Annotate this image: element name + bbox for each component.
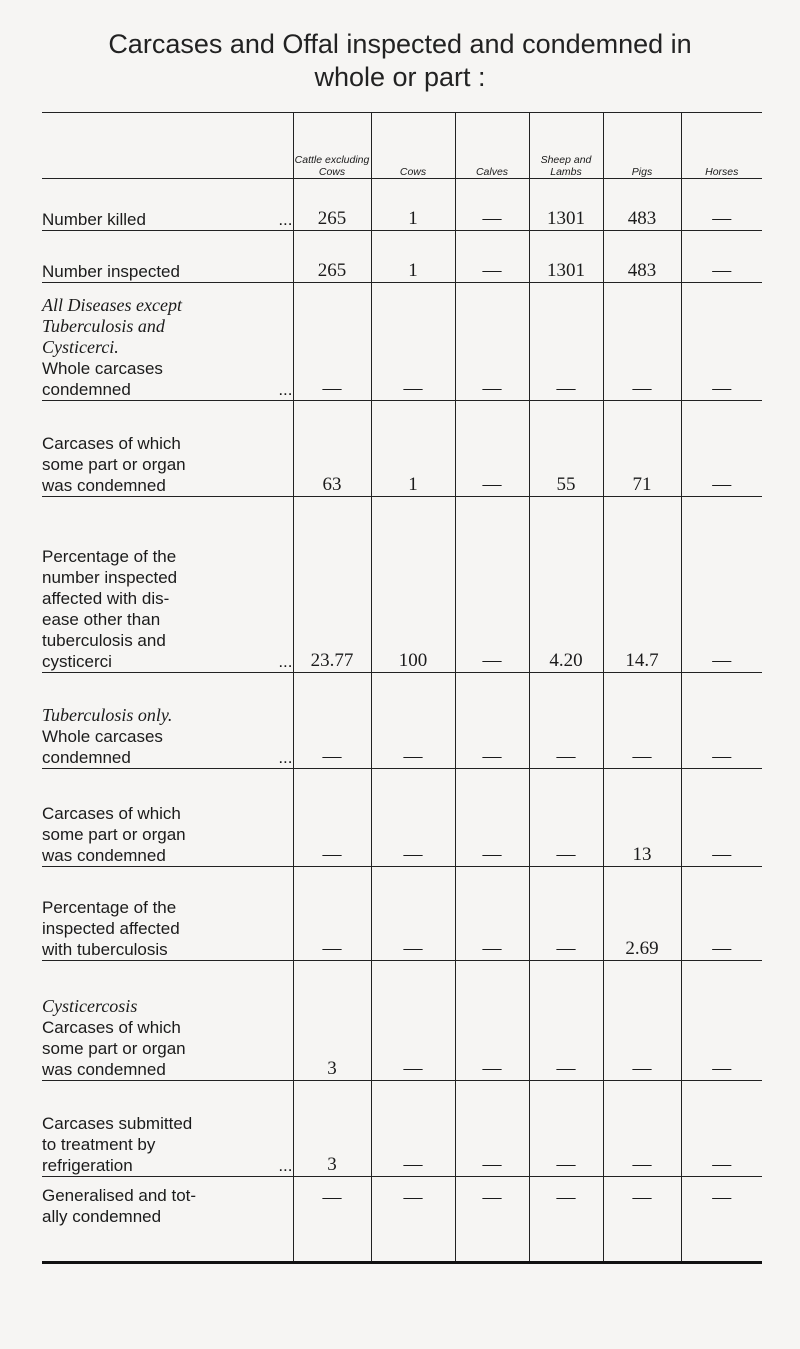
table-cell: — xyxy=(603,673,681,769)
table-cell: — xyxy=(455,401,529,497)
table-cell: — xyxy=(681,231,762,283)
header-row xyxy=(42,113,762,179)
table-cell: — xyxy=(529,1177,603,1263)
row-label-line xyxy=(42,1059,293,1080)
table-row xyxy=(42,769,762,867)
row-label-text: refrigeration xyxy=(42,1156,133,1175)
row-label-line xyxy=(42,845,293,866)
column-header-sheep: Sheep and Lambs xyxy=(529,113,603,179)
row-label-text: tuberculosis and xyxy=(42,631,166,650)
row-label-dots: ... xyxy=(278,1156,293,1175)
table-cell: — xyxy=(603,961,681,1081)
row-label-line xyxy=(42,609,293,630)
table-cell: 1 xyxy=(371,179,455,231)
table-cell: 71 xyxy=(603,401,681,497)
row-label-dots: ... xyxy=(278,380,293,399)
row-label xyxy=(42,867,293,961)
row-label-line xyxy=(42,897,293,918)
table-cell: — xyxy=(371,867,455,961)
row-label-text: Carcases submitted xyxy=(42,1114,193,1133)
table-row xyxy=(42,401,762,497)
table-cell: — xyxy=(529,769,603,867)
table-cell: — xyxy=(293,673,371,769)
table-cell: — xyxy=(371,769,455,867)
row-label-text: to treatment by xyxy=(42,1135,156,1154)
table-row xyxy=(42,497,762,673)
row-label-text: condemned xyxy=(42,748,131,767)
table-cell: 3 xyxy=(293,1081,371,1177)
row-label-text: Carcases of which xyxy=(42,1018,181,1037)
table-cell: 63 xyxy=(293,401,371,497)
table-cell: — xyxy=(529,673,603,769)
row-label-line xyxy=(42,379,293,400)
row-label-line xyxy=(42,1113,293,1134)
row-label xyxy=(42,673,293,769)
row-label-text: inspected affected xyxy=(42,919,180,938)
row-label xyxy=(42,497,293,673)
row-label xyxy=(42,231,293,283)
row-label-line xyxy=(42,1038,293,1059)
row-label-line xyxy=(42,726,293,747)
table-cell: 1 xyxy=(371,401,455,497)
row-label-text: Whole carcases xyxy=(42,727,163,746)
row-label-text: was condemned xyxy=(42,846,166,865)
table-cell: 265 xyxy=(293,179,371,231)
row-label-line xyxy=(42,261,293,282)
table-cell: — xyxy=(529,283,603,401)
table-cell: — xyxy=(603,1081,681,1177)
row-label-text: Percentage of the xyxy=(42,547,177,566)
title-line-1: Carcases and Offal inspected and condemned in xyxy=(108,29,692,59)
column-header-horses: Horses xyxy=(681,113,762,179)
row-label xyxy=(42,769,293,867)
table-cell: — xyxy=(681,283,762,401)
table-cell: — xyxy=(455,497,529,673)
table-cell: 14.7 xyxy=(603,497,681,673)
table-cell: 3 xyxy=(293,961,371,1081)
table-cell: — xyxy=(455,1081,529,1177)
row-label-line xyxy=(42,1206,293,1227)
table-cell: — xyxy=(681,1177,762,1263)
table-cell: 1301 xyxy=(529,231,603,283)
row-heading-line: All Diseases except xyxy=(42,295,182,315)
column-header-cattle: Cattle excluding Cows xyxy=(293,113,371,179)
row-label-line xyxy=(42,630,293,651)
row-label-text: Number inspected xyxy=(42,262,180,281)
row-label-line xyxy=(42,454,293,475)
row-label xyxy=(42,1177,293,1263)
table-cell: 13 xyxy=(603,769,681,867)
table-cell: 265 xyxy=(293,231,371,283)
table-cell: — xyxy=(681,497,762,673)
table-cell: — xyxy=(293,1177,371,1263)
table-cell: — xyxy=(371,1177,455,1263)
row-label-line xyxy=(42,1185,293,1206)
table-cell: 2.69 xyxy=(603,867,681,961)
row-label-line xyxy=(42,824,293,845)
table-cell: — xyxy=(371,1081,455,1177)
table-row xyxy=(42,1177,762,1263)
row-label-line xyxy=(42,475,293,496)
row-label-line xyxy=(42,747,293,768)
table-cell: 1 xyxy=(371,231,455,283)
row-label-text: some part or organ xyxy=(42,1039,186,1058)
table-cell: 483 xyxy=(603,231,681,283)
row-label xyxy=(42,1081,293,1177)
table-row xyxy=(42,867,762,961)
column-header-cows: Cows xyxy=(371,113,455,179)
row-label-text: Whole carcases xyxy=(42,359,163,378)
row-label-dots: ... xyxy=(278,210,293,229)
table-row xyxy=(42,179,762,231)
row-label-text: Generalised and tot- xyxy=(42,1186,197,1205)
row-label-line xyxy=(42,918,293,939)
table-cell: — xyxy=(681,961,762,1081)
table-cell: — xyxy=(681,1081,762,1177)
table-cell: — xyxy=(681,673,762,769)
table-cell: — xyxy=(455,673,529,769)
row-label-dots: ... xyxy=(278,652,293,671)
table-cell: — xyxy=(681,867,762,961)
row-label-dots: ... xyxy=(278,748,293,767)
row-label-text: ally condemned xyxy=(42,1207,162,1226)
table-row xyxy=(42,231,762,283)
table-cell: — xyxy=(293,283,371,401)
row-label xyxy=(42,401,293,497)
table-cell: — xyxy=(371,283,455,401)
row-label-text: some part or organ xyxy=(42,455,186,474)
row-label-line xyxy=(42,546,293,567)
table-cell: — xyxy=(681,401,762,497)
table-cell: — xyxy=(455,961,529,1081)
table-row xyxy=(42,283,762,401)
row-label-text: affected with dis- xyxy=(42,589,170,608)
row-label xyxy=(42,961,293,1081)
row-label-text: cysticerci xyxy=(42,652,112,671)
row-label-text: was condemned xyxy=(42,476,166,495)
row-label-line xyxy=(42,803,293,824)
table-cell: — xyxy=(603,1177,681,1263)
row-heading-line: Tuberculosis and xyxy=(42,316,165,336)
row-label-line xyxy=(42,209,293,230)
row-heading-line: Cysticercosis xyxy=(42,996,138,1016)
table-cell: 23.77 xyxy=(293,497,371,673)
inspection-table xyxy=(42,112,762,1264)
row-label-line xyxy=(42,588,293,609)
row-label-text: some part or organ xyxy=(42,825,186,844)
table-row xyxy=(42,673,762,769)
table-cell: — xyxy=(681,769,762,867)
row-label-text: condemned xyxy=(42,380,131,399)
table-cell: — xyxy=(371,961,455,1081)
row-label xyxy=(42,283,293,401)
row-label-text: was condemned xyxy=(42,1060,166,1079)
row-label-line xyxy=(42,433,293,454)
table-cell: 1301 xyxy=(529,179,603,231)
row-label-line xyxy=(42,358,293,379)
table-row xyxy=(42,1081,762,1177)
table-cell: 55 xyxy=(529,401,603,497)
row-label-line xyxy=(42,651,293,672)
row-label-text: with tuberculosis xyxy=(42,940,168,959)
row-heading-line: Cysticerci. xyxy=(42,337,119,357)
page-title xyxy=(0,28,800,94)
title-line-2: whole or part : xyxy=(314,62,486,92)
column-header-calves: Calves xyxy=(455,113,529,179)
row-label-text: number inspected xyxy=(42,568,178,587)
table-row xyxy=(42,961,762,1081)
table-cell: — xyxy=(455,231,529,283)
table-cell: — xyxy=(455,769,529,867)
table-cell: — xyxy=(455,867,529,961)
table-cell: 100 xyxy=(371,497,455,673)
table-cell: — xyxy=(371,673,455,769)
row-heading-line: Tuberculosis only. xyxy=(42,705,173,725)
row-label-text: Carcases of which xyxy=(42,434,181,453)
row-label-line xyxy=(42,939,293,960)
row-label-text: Number killed xyxy=(42,210,146,229)
table-cell: 4.20 xyxy=(529,497,603,673)
table-cell: — xyxy=(529,961,603,1081)
table-cell: 483 xyxy=(603,179,681,231)
row-label xyxy=(42,179,293,231)
table-cell: — xyxy=(529,1081,603,1177)
table-cell: — xyxy=(681,179,762,231)
row-label-line xyxy=(42,1017,293,1038)
table-cell: — xyxy=(603,283,681,401)
table-cell: — xyxy=(293,867,371,961)
table-cell: — xyxy=(293,769,371,867)
table-cell: — xyxy=(529,867,603,961)
table-cell: — xyxy=(455,1177,529,1263)
column-header-pigs: Pigs xyxy=(603,113,681,179)
header-blank-cell xyxy=(42,113,293,179)
row-label-text: ease other than xyxy=(42,610,161,629)
row-label-text: Percentage of the xyxy=(42,898,177,917)
row-label-text: Carcases of which xyxy=(42,804,181,823)
row-label-line xyxy=(42,1134,293,1155)
row-label-line xyxy=(42,1155,293,1176)
table-cell: — xyxy=(455,283,529,401)
table-cell: — xyxy=(455,179,529,231)
row-label-line xyxy=(42,567,293,588)
